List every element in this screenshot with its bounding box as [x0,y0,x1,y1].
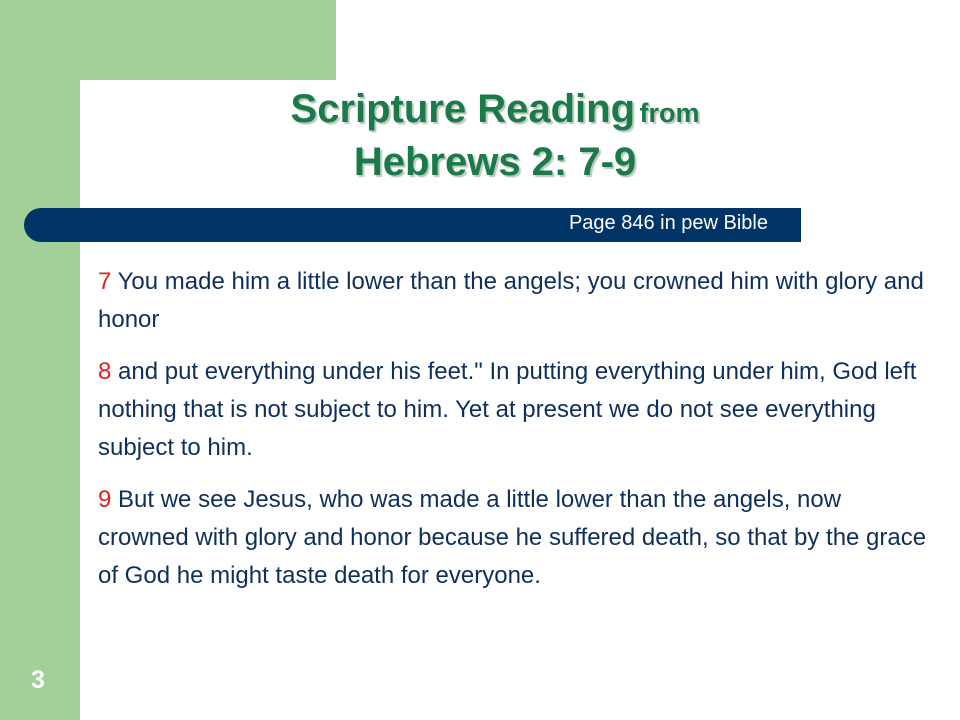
verse-9 [98,481,928,595]
verse-text: You made him a little lower than the angels; you crowned him with glory and honor [98,268,924,333]
page-note-text: Page 846 in pew Bible [568,212,768,234]
slide-number: 3 [31,666,45,694]
page-note-bar [24,208,801,242]
verse-8 [98,353,928,467]
left-green-band [0,0,80,720]
title-main: Scripture Reading [290,87,636,131]
scripture-verses [98,263,928,609]
verse-number: 8 [98,358,112,385]
verse-text: and put everything under his feet." In putting everything under him, God left nothing that is not subject to him. Yet at present we do not see everything subject to him. [98,358,917,461]
verse-number: 7 [98,268,112,295]
title-reference: Hebrews 2: 7-9 [353,140,637,184]
verse-number: 9 [98,486,112,513]
slide-title [150,88,840,185]
top-white-area [336,0,960,80]
top-green-band [80,0,336,80]
verse-text: But we see Jesus, who was made a little lower than the angels, now crowned with glory and honor because he suffered death, so that by the grace of God he might taste death for everyone. [98,486,927,589]
verse-7 [98,263,928,339]
title-from: from [639,98,700,128]
